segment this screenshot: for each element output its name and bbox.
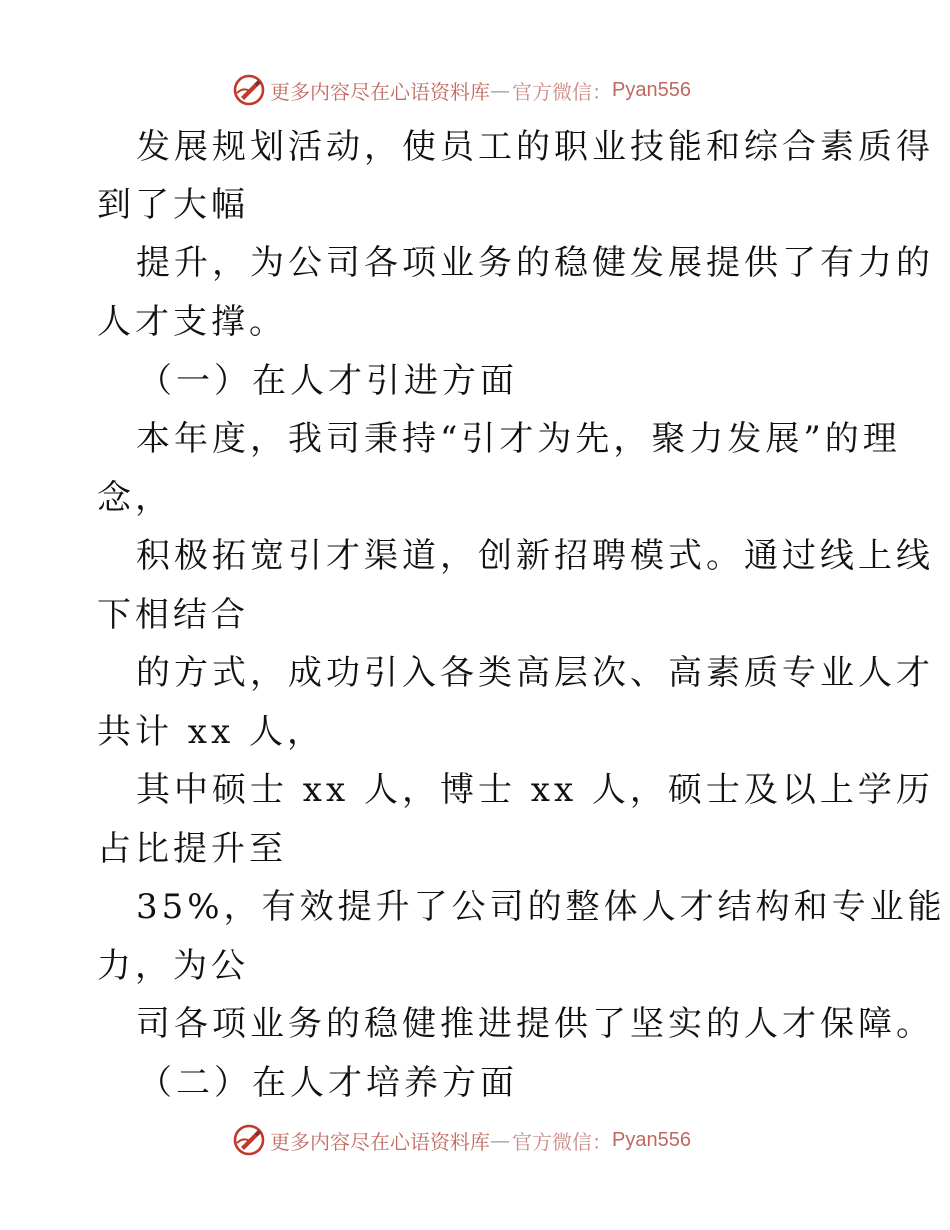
pen-logo-icon [232,73,266,107]
text-line: 占比提升至 [97,829,287,869]
text-line: 到了大幅 [97,185,249,225]
banner-sub-text: 官方微信： [512,1129,612,1154]
footer-banner [232,1122,691,1158]
pen-logo-icon [232,1123,266,1157]
text-line: 共计 xx 人， [97,712,325,752]
section-heading: （一）在人才引进方面 [138,361,518,401]
section-heading: （二）在人才培养方面 [138,1063,518,1103]
banner-wechat-id: Pyan556 [612,1128,691,1151]
text-line: 35%，有效提升了公司的整体人才结构和专业能 [136,887,946,927]
text-line: 念， [97,478,173,518]
text-line: 其中硕士 xx 人，博士 xx 人，硕士及以上学历 [136,770,934,810]
text-line: 司各项业务的稳健推进提供了坚实的人才保障。 [136,1004,934,1044]
text-line: 本年度，我司秉持“引才为先，聚力发展”的理 [136,419,901,459]
text-line: 下相结合 [97,595,249,635]
text-line: 力，为公 [97,946,249,986]
banner-sub-text: 官方微信： [512,79,612,104]
text-line: 人才支撑。 [97,302,287,342]
banner-main-text: 更多内容尽在心语资料库 [270,1129,490,1154]
text-line: 的方式，成功引入各类高层次、高素质专业人才 [136,653,934,693]
banner-separator: — [490,1128,510,1152]
text-line: 积极拓宽引才渠道，创新招聘模式。通过线上线 [136,536,934,576]
banner-main-text: 更多内容尽在心语资料库 [270,79,490,104]
banner-separator: — [490,78,510,102]
banner-wechat-id: Pyan556 [612,78,691,101]
header-banner [232,72,691,108]
text-line: 发展规划活动，使员工的职业技能和综合素质得 [136,127,934,167]
text-line: 提升，为公司各项业务的稳健发展提供了有力的 [136,243,934,283]
